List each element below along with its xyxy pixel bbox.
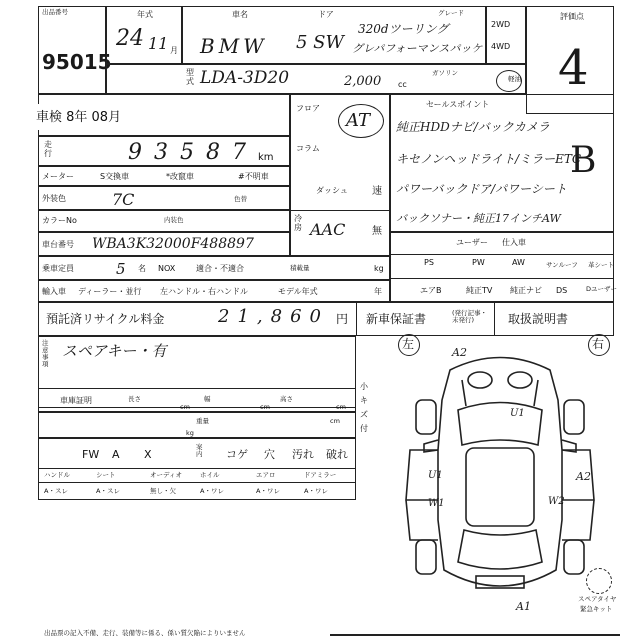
equip-navi: 純正ナビ — [510, 286, 542, 295]
sales-line-4: バックソナー・純正17インチAW — [396, 212, 561, 225]
footer-text: 出品票の記入不備、走行、装備等に係る、係い質欠陥によりいません — [44, 629, 246, 637]
equip-import: 仕入車 — [502, 238, 526, 247]
meter-modified: *改竄車 — [166, 172, 194, 181]
opt-a: A — [112, 448, 120, 461]
opt-h2 — [38, 482, 356, 483]
opt-val-4: A・ワレ — [256, 487, 280, 495]
equip-pw: PW — [472, 258, 485, 267]
diesel-circle — [496, 70, 522, 92]
opt-h1 — [38, 468, 356, 469]
drive-cell — [486, 6, 526, 64]
shaken-overlay: 車検 8年 08月 — [36, 110, 122, 125]
maker-label: 車名 — [232, 10, 248, 19]
lot-number: 95015 — [42, 50, 112, 74]
year-label: 年式 — [137, 10, 153, 19]
sales-line-3: パワーバックドア/パワーシート — [396, 182, 567, 196]
warranty-note: (発行記事・未発行) — [452, 309, 488, 324]
type-value: LDA-3D20 — [200, 68, 290, 88]
opt-head-0: ハンドル — [44, 471, 70, 479]
dmg-a2-right: A2 — [576, 470, 591, 483]
opt-head-5: ドアミラー — [304, 471, 337, 479]
cm1: cm — [180, 403, 190, 411]
shift-dash: ダッシュ — [316, 186, 348, 195]
recycle-div — [356, 302, 357, 336]
cm2: cm — [260, 403, 270, 411]
month-unit: 月 — [170, 46, 178, 55]
grade-line1: 320dツーリング — [358, 22, 449, 36]
cm3: cm — [336, 403, 346, 411]
opt-val-5: A・ワレ — [304, 487, 328, 495]
equip-tv: 純正TV — [466, 286, 493, 295]
recycle-label: 預託済リサイクル料金 — [46, 312, 165, 326]
equip-aw: AW — [512, 258, 525, 267]
mileage-value: 93587 — [128, 140, 258, 165]
notes-text: スペアキー・有 — [62, 342, 167, 360]
equip-airbag: エアB — [420, 286, 442, 295]
equip-sunroof: サンルーフ — [546, 261, 578, 269]
meter-exchange: S交換車 — [100, 172, 130, 181]
ac-divider — [290, 210, 390, 211]
dmg-w2: W2 — [548, 496, 565, 507]
type-row — [106, 64, 526, 94]
score-value: 4 — [558, 40, 589, 96]
ac-value: AAC — [310, 220, 346, 239]
grade-label: グレード — [438, 9, 464, 17]
diagram-right: 右 — [592, 337, 605, 351]
opt-guide: 案内 — [196, 443, 203, 458]
interior-label: 内装色 — [164, 216, 184, 224]
weight-row — [38, 412, 356, 438]
dmg-a2-top: A2 — [452, 346, 467, 359]
lot-label: 出品番号 — [42, 8, 68, 16]
dmg-a1: A1 — [516, 600, 531, 613]
fuel-diesel: 軽油 — [508, 75, 521, 83]
manual-div — [494, 302, 495, 336]
kg-unit: kg — [186, 429, 194, 437]
chassis-label: 車台番号 — [42, 240, 74, 249]
shift-column: コラム — [296, 144, 320, 153]
maker-value: BMW — [200, 34, 268, 58]
opt-val-3: A・ワレ — [200, 487, 224, 495]
nox-label: NOX — [158, 264, 176, 273]
equip-duser: Dユーザー — [586, 285, 618, 293]
meter-unknown: #不明車 — [238, 172, 269, 181]
door-label: ドア — [318, 10, 334, 19]
sales-grade-b: B — [570, 140, 597, 181]
none-label: 無 — [372, 226, 382, 237]
sales-line-1: 純正HDDナビ/バックカメラ — [396, 120, 550, 134]
equip-div1 — [390, 254, 614, 255]
model-value: 5 SW — [296, 32, 345, 53]
drive-2wd: 2WD — [491, 20, 511, 29]
load-label: 積載量 — [290, 264, 310, 272]
shift-floor: フロア — [296, 104, 320, 113]
equip-ds: DS — [556, 286, 568, 295]
color-row — [38, 186, 290, 210]
meter-label: メーター — [42, 172, 74, 181]
opt-head-4: エアロ — [256, 471, 276, 479]
type-label: 型式 — [186, 68, 194, 86]
opt-fw: FW — [82, 448, 100, 461]
opt-x: X — [144, 448, 152, 461]
warranty-label: 新車保証書 — [366, 312, 427, 326]
color-change-label: 色替 — [234, 195, 247, 203]
load-unit: kg — [374, 264, 384, 273]
nox-value: 適合・不適合 — [196, 264, 244, 273]
grade-line2: グレパフォーマンスパッケ — [352, 42, 483, 55]
capacity-value: 5 — [116, 260, 126, 278]
drive-4wd: 4WD — [491, 42, 511, 51]
opt-yabure: 破れ — [326, 448, 348, 461]
ac-label: 冷房 — [294, 214, 302, 232]
weight-label: 重量 — [196, 417, 209, 425]
length-label: 長さ — [128, 395, 141, 403]
opt-head-2: オーディオ — [150, 471, 182, 479]
manual-label: 取扱説明書 — [508, 312, 569, 326]
opt-ana: 穴 — [264, 448, 275, 461]
recycle-unit: 円 — [336, 312, 349, 326]
dmg-u1-left: U1 — [428, 470, 443, 481]
spare-circle — [586, 568, 612, 594]
footer-line — [330, 634, 620, 636]
month-value: 11 — [148, 34, 169, 53]
equip-ps: PS — [424, 258, 434, 267]
equip-leather: 革シート — [588, 261, 614, 269]
steering: 左ハンドル・右ハンドル — [160, 287, 248, 296]
shift-speed: 速 — [372, 186, 382, 197]
transmission: AT — [346, 110, 371, 131]
at-circle — [338, 104, 384, 138]
opt-head-3: ホイル — [200, 471, 220, 479]
equip-div2 — [390, 278, 614, 279]
height-label: 高さ — [280, 395, 293, 403]
cert-label: 車庫証明 — [60, 396, 92, 405]
model-year-label: モデル年式 — [278, 287, 318, 296]
sales-title: セールスポイント — [426, 100, 490, 109]
spare-sub: 緊急キット — [580, 605, 613, 613]
color-label: 外装色 — [42, 194, 66, 203]
color-code: 7C — [112, 190, 135, 209]
sales-line-2: キセノンヘッドライト/ミラーETC — [396, 152, 582, 166]
opt-koge: コゲ — [226, 448, 248, 461]
chassis-value: WBA3K32000F488897 — [92, 236, 254, 252]
mileage-label: 走行 — [44, 140, 52, 158]
dmg-w1: W1 — [428, 498, 445, 509]
dmg-u1-roof: U1 — [510, 408, 525, 419]
model-year-unit: 年 — [374, 287, 382, 296]
fuel-gasoline: ガソリン — [432, 69, 458, 77]
score-label: 評価点 — [560, 12, 584, 21]
width-label: 幅 — [204, 395, 211, 403]
cm4: cm — [330, 417, 340, 425]
opt-val-2: 無し・欠 — [150, 487, 176, 495]
km-unit: km — [258, 152, 274, 163]
diagram-left: 左 — [402, 337, 415, 351]
opt-val-0: A・スレ — [44, 487, 68, 495]
import-type: ディーラー・並行 — [78, 287, 142, 296]
opt-yogore: 汚れ — [292, 448, 314, 461]
opt-val-1: A・スレ — [96, 487, 120, 495]
capacity-label: 乗車定員 — [42, 264, 74, 273]
year-value: 24 — [116, 26, 144, 51]
displacement: 2,000 — [344, 74, 382, 89]
spare-label: スペアタイヤ — [578, 595, 617, 603]
notes-label: 注意事項 — [42, 339, 49, 368]
equip-user: ユーザー — [456, 238, 488, 247]
cc-unit: cc — [398, 80, 407, 89]
color-no-label: カラーNo — [42, 216, 77, 225]
import-label: 輸入車 — [42, 287, 66, 296]
capacity-unit: 名 — [138, 264, 146, 273]
side-caption: 小キズ付 — [360, 382, 368, 433]
recycle-amount: 21,860 — [218, 306, 329, 327]
opt-head-1: シート — [96, 471, 116, 479]
